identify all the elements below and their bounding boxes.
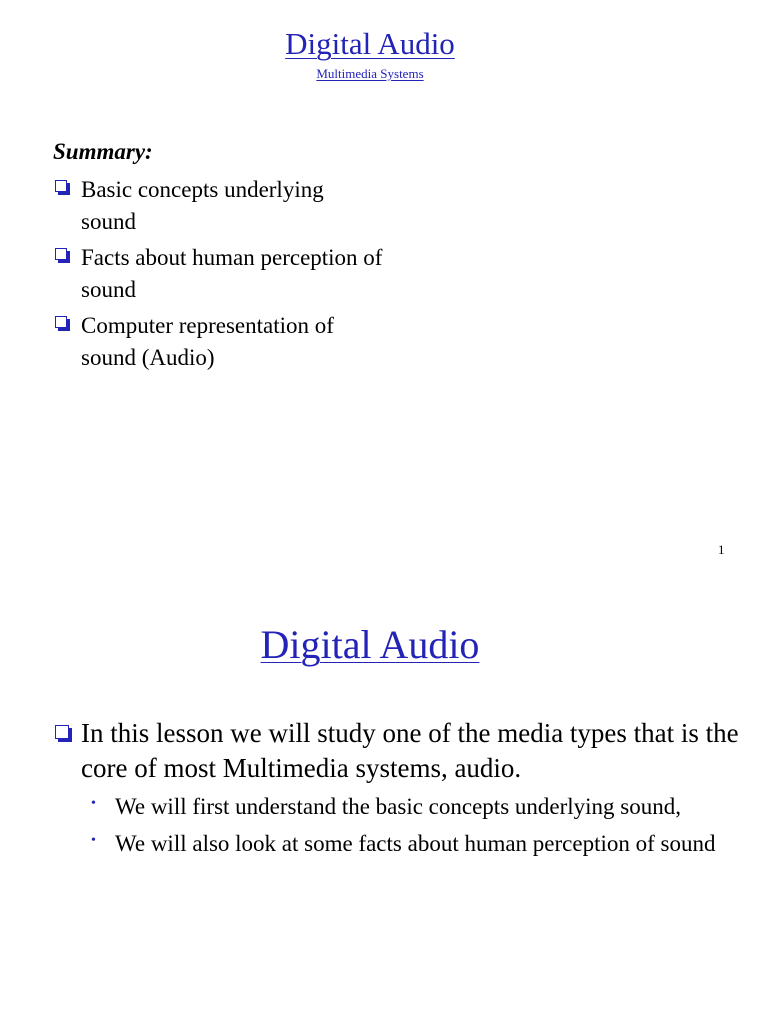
summary-item-text: Computer representation of sound (Audio) <box>81 313 334 370</box>
summary-heading: Summary: <box>53 139 153 164</box>
main-item-text: In this lesson we will study one of the media types that is the core of most Multimedia systems, audio. <box>81 718 739 783</box>
summary-item-text: Facts about human perception of sound <box>81 245 383 302</box>
sub-list <box>81 792 743 859</box>
slide-title: Digital Audio <box>260 622 480 667</box>
square-bullet-icon <box>55 316 67 328</box>
page-number: 1 <box>718 542 725 557</box>
slide-subtitle: Multimedia Systems <box>316 66 424 81</box>
dot-bullet-icon: • <box>91 833 96 848</box>
summary-item <box>53 310 383 374</box>
square-bullet-icon <box>55 725 69 739</box>
sub-list-item <box>81 829 743 859</box>
slide-title: Digital Audio <box>285 26 455 61</box>
main-list <box>53 716 743 866</box>
square-bullet-icon <box>55 180 67 192</box>
summary-item <box>53 242 383 306</box>
summary-item-text: Basic concepts underlying sound <box>81 177 324 234</box>
summary-item <box>53 174 383 238</box>
slide-2 <box>0 572 768 1024</box>
main-list-item <box>53 716 743 859</box>
summary-list <box>53 174 383 378</box>
sub-item-text: We will also look at some facts about human perception of sound <box>115 831 716 856</box>
dot-bullet-icon: • <box>91 796 96 811</box>
sub-list-item <box>81 792 743 822</box>
square-bullet-icon <box>55 248 67 260</box>
sub-item-text: We will first understand the basic concepts underlying sound, <box>115 794 681 819</box>
